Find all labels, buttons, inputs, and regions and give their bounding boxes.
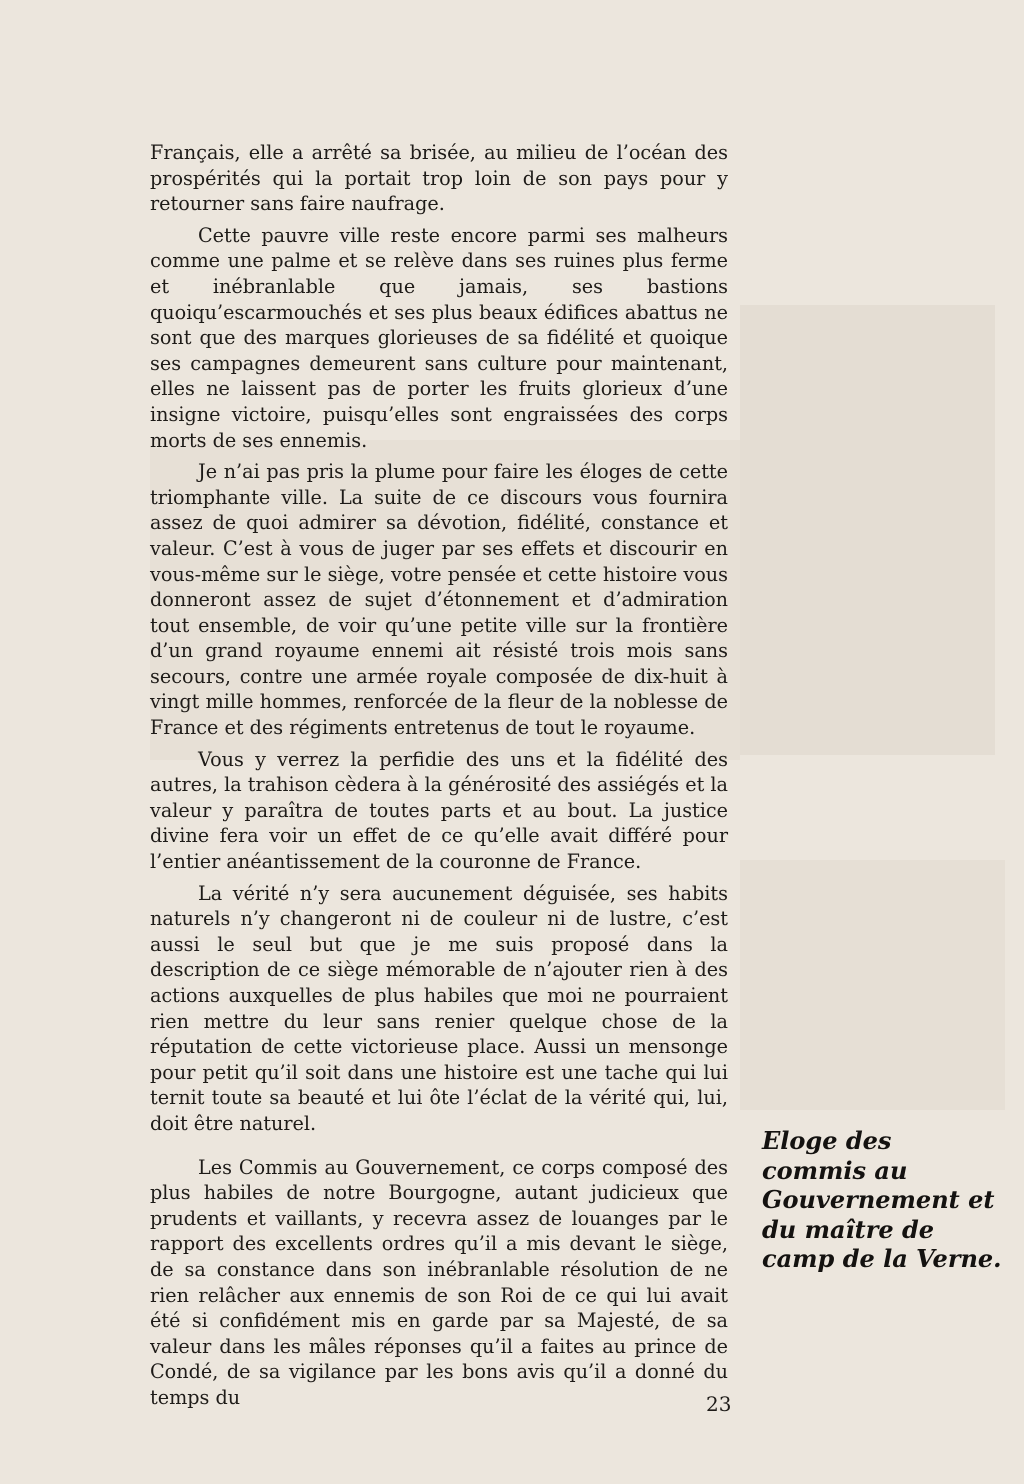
paragraph: La vérité n’y sera aucunement déguisée, ses habits naturels n’y changeront ni de couleur ni de lustre, c’est aussi le seul but que je me suis proposé dans la description de ce siège mémorable de n’ajouter rien à des actions auxquelles de plus habiles que moi ne pourraient rien mettre du leur sans renier quelque chose de la réputation de cette victorieuse place. Aussi un mensonge pour petit qu’il soit dans une histoire est une tache qui lui ternit toute sa beauté et lui ôte l’éclat de la vérité qui, lui, doit être naturel. — [150, 881, 728, 1135]
body-text — [150, 140, 728, 1417]
paragraph: Les Commis au Gouvernement, ce corps composé des plus habiles de notre Bourgogne, autant judicieux que prudents et vaillants, y recevra assez de louanges par le rapport des excellents ordres qu’il a mis devant le siège, de sa constance dans son inébranlable résolution de ne rien relâcher aux ennemis de son Roi de ce qui lui avait été si confidément mis en garde par sa Majesté, de sa valeur dans les mâles réponses qu’il a faites au prince de Condé, de sa vigilance par les bons avis qu’il a donné du temps du — [150, 1155, 728, 1409]
bleed-through-panel — [740, 860, 1005, 1110]
paragraph: Vous y verrez la perfidie des uns et la fidélité des autres, la trahison cèdera à la générosité des assiégés et la valeur y paraîtra de toutes parts et au bout. La justice divine fera voir un effet de ce qu’elle avait différé pour l’entier anéantissement de la couronne de France. — [150, 747, 728, 874]
paragraph: Cette pauvre ville reste encore parmi ses malheurs comme une palme et se relève dans ses ruines plus ferme et inébranlable que jamais, ses bastions quoiqu’escarmouchés et ses plus beaux édifices abattus ne sont que des marques glorieuses de sa fidélité et quoique ses campagnes demeurent sans culture pour maintenant, elles ne laissent pas de porter les fruits glorieux d’une insigne victoire, puisqu’elles sont engraissées des corps morts de ses ennemis. — [150, 223, 728, 452]
page-number: 23 — [706, 1392, 732, 1416]
margin-note: Eloge des commis au Gouvernement et du maître de camp de la Verne. — [762, 1126, 1002, 1273]
paragraph: Je n’ai pas pris la plume pour faire les éloges de cette triomphante ville. La suite de ce discours vous fournira assez de quoi admirer sa dévotion, fidélité, constance et valeur. C’est à vous de juger par ses effets et discourir en vous-même sur le siège, votre pensée et cette histoire vous donneront assez de sujet d’étonnement et d’admiration tout ensemble, de voir qu’une petite ville sur la frontière d’un grand royaume ennemi ait résisté trois mois sans secours, contre une armée royale composée de dix-huit à vingt mille hommes, renforcée de la fleur de la noblesse de France et des régiments entretenus de tout le royaume. — [150, 460, 728, 740]
bleed-through-panel — [740, 305, 995, 755]
paragraph: Français, elle a arrêté sa brisée, au milieu de l’océan des prospérités qui la portait trop loin de son pays pour y retourner sans faire naufrage. — [150, 141, 728, 216]
